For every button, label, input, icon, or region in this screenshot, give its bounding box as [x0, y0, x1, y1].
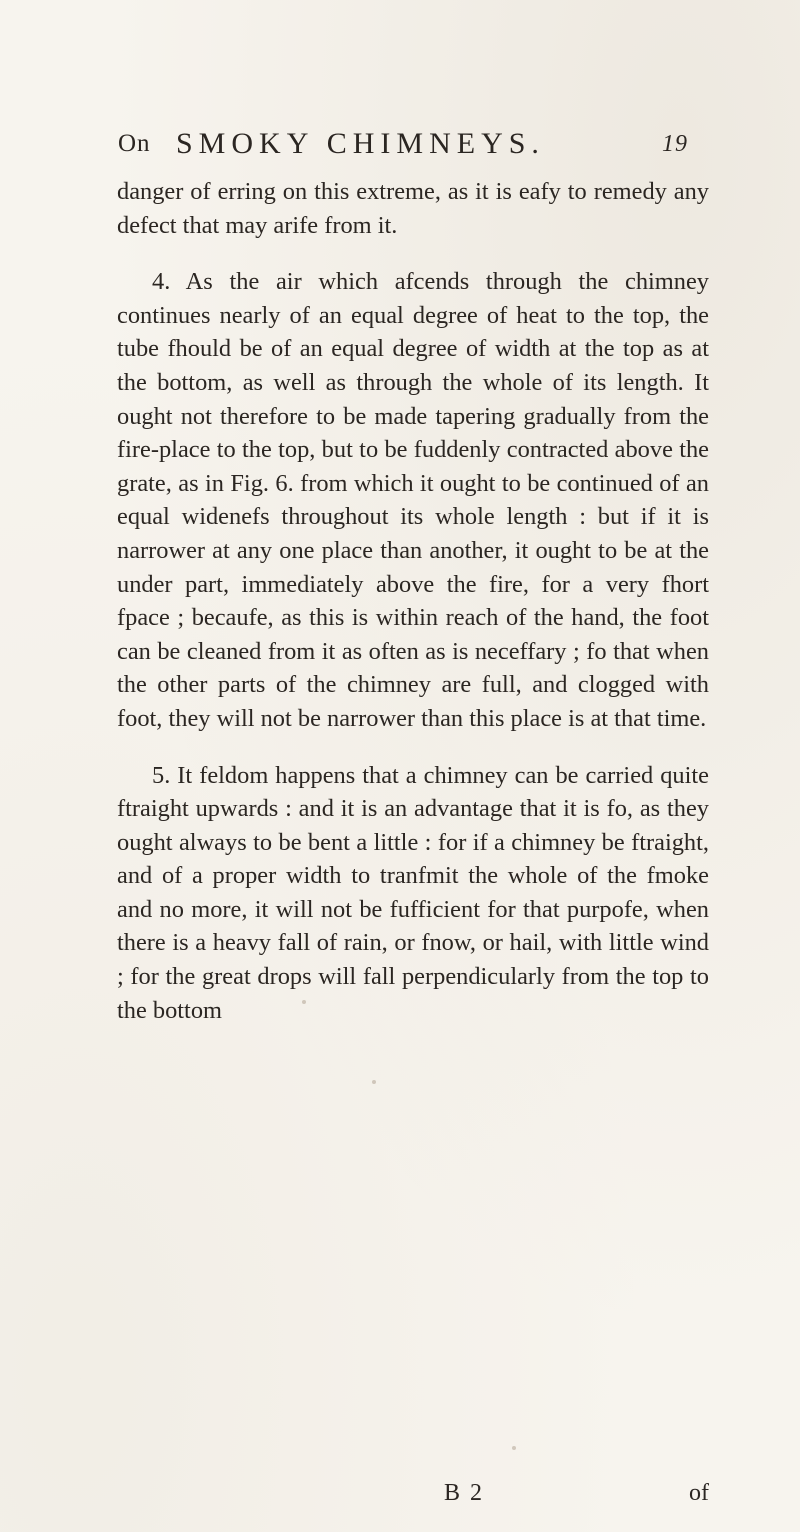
catchword: of — [689, 1480, 709, 1506]
paper-speck — [372, 1080, 376, 1084]
body-text — [117, 175, 709, 1027]
paragraph-4: 4. As the air which afcends through the chimney continues nearly of an equal degree of heat to the top, the tube fhould be of an equal degree of width at the top as at the bottom, as well as through the whole of its length. It ought not therefore to be made tapering gradually from the fire-place to the top, but to be fuddenly contracted above the grate, as in Fig. 6. from which it ought to be continued of an equal widenefs throughout its whole length : but if it is narrower at any one place than another, it ought to be at the under part, immediately above the fire, for a very fhort fpace ; becaufe, as this is within reach of the hand, the foot can be cleaned from it as often as is neceffary ; fo that when the other parts of the chimney are full, and clogged with foot, they will not be narrower than this place is at that time. — [117, 268, 709, 732]
paragraph-5: 5. It feldom happens that a chimney can be carried quite ftraight upwards : and it is an advantage that it is fo, as they ought always to be bent a little : for if a chimney be ftraight, and of a proper width to tranfmit the whole of the fmoke and no more, it will not be fufficient for that purpofe, when there is a heavy fall of rain, or fnow, or hail, with little wind ; for the great drops will fall perpendicularly from the top to the bottom — [117, 761, 709, 1024]
signature-mark: B 2 — [444, 1480, 485, 1506]
header-title: SMOKY CHIMNEYS. — [176, 127, 545, 160]
paper-speck — [302, 1000, 306, 1004]
page-footer — [117, 1480, 709, 1514]
paragraph-continuation: danger of erring on this extreme, as it is eafy to remedy any defect that may arife from it. — [117, 178, 709, 239]
header-title-prefix: On — [118, 130, 151, 157]
paper-speck — [512, 1446, 516, 1450]
page-number: 19 — [662, 131, 688, 157]
running-header — [118, 126, 688, 170]
